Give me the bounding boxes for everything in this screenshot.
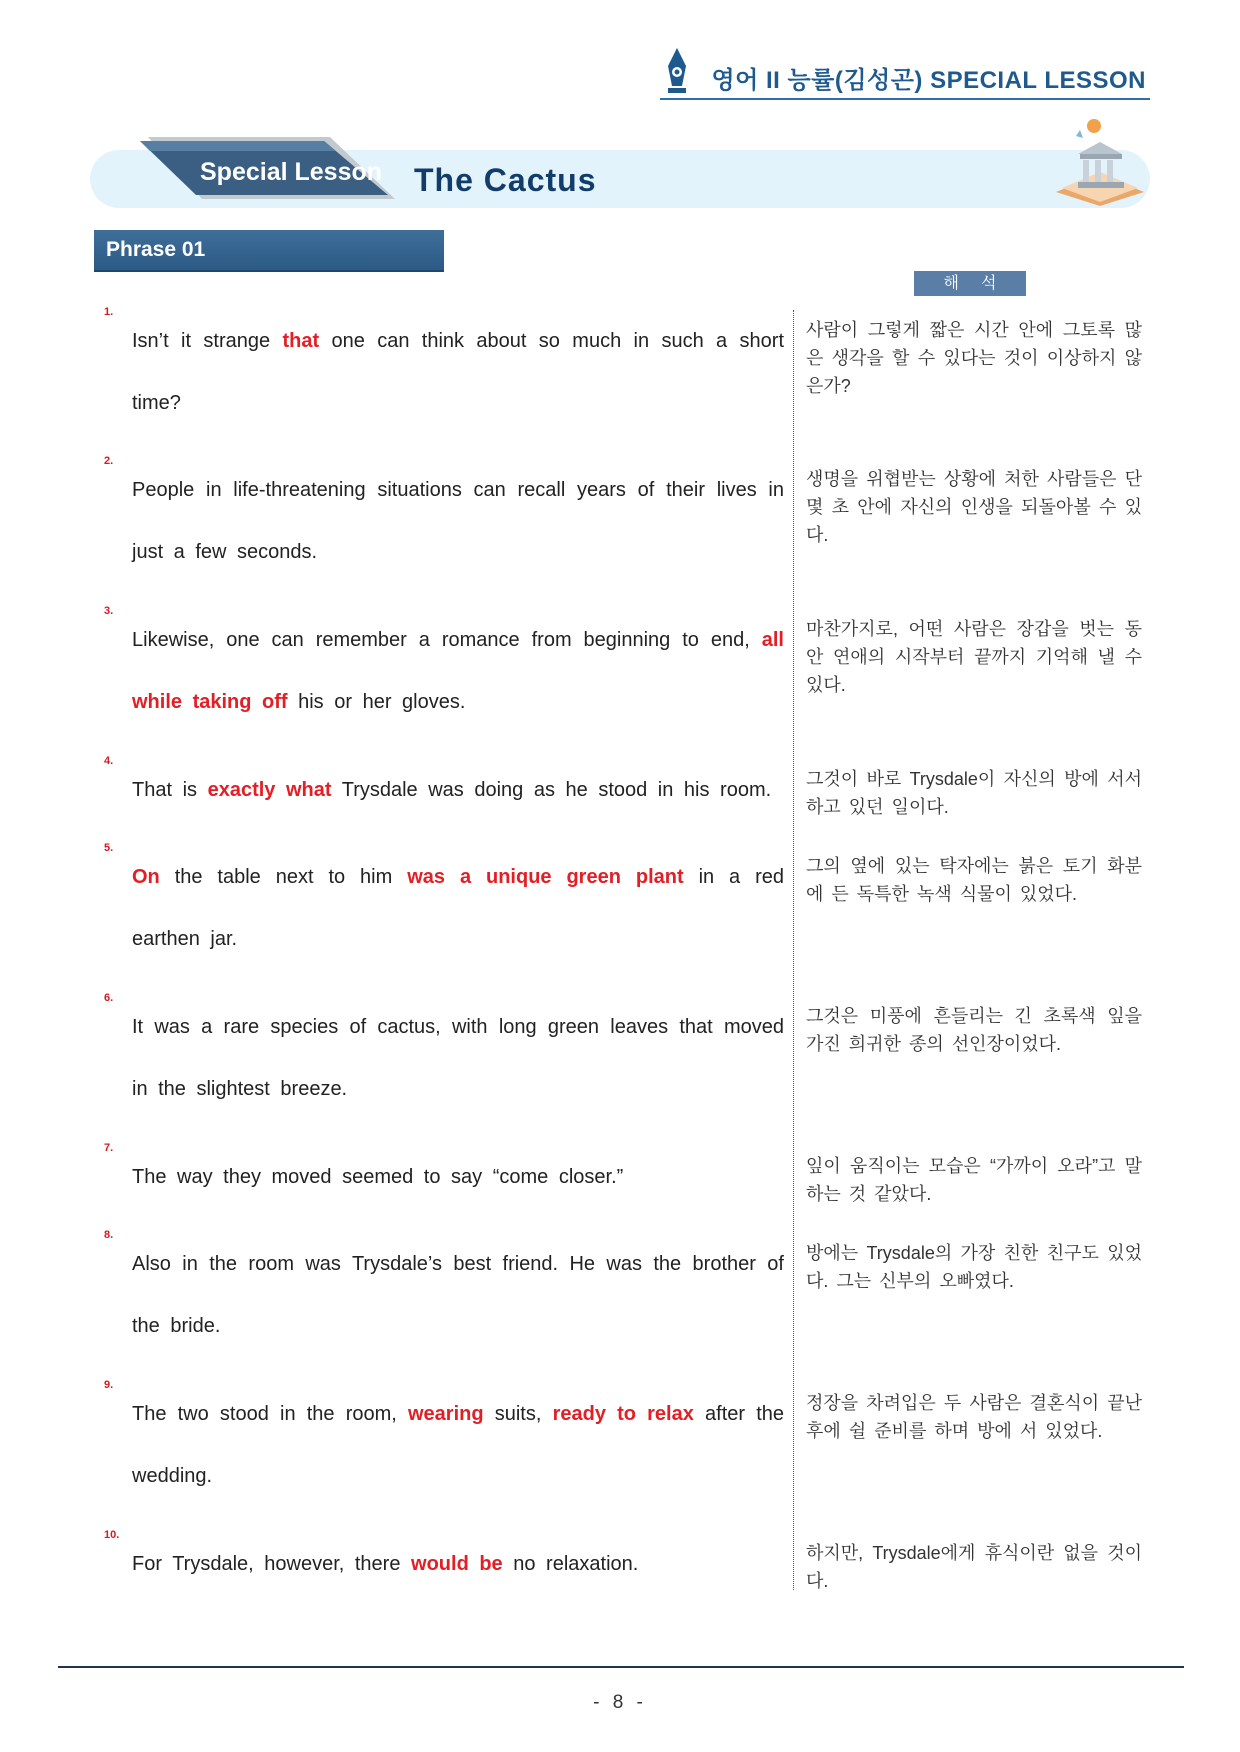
- sentence-english: [132, 609, 784, 733]
- sentence-translation-6: 그것은 미풍에 흔들리는 긴 초록색 잎을 가진 희귀한 종의 선인장이었다.: [806, 1006, 1142, 1054]
- header-title: 영어 II 능률(김성곤) SPECIAL LESSON: [711, 67, 1146, 94]
- highlighted-segment: that: [282, 330, 320, 352]
- sentence-english: [132, 459, 784, 583]
- sentence-english: [132, 1146, 784, 1208]
- sentence-translation-3: 마찬가지로, 어떤 사람은 장갑을 벗는 동안 연애의 시작부터 끝까지 기억해 낼 수 있다.: [806, 619, 1142, 695]
- sentence-translation-7: 잎이 움직이는 모습은 “가까이 오라”고 말하는 것 같았다.: [806, 1156, 1142, 1204]
- pen-nib-icon: [660, 46, 694, 96]
- text-segment: suits,: [483, 1403, 553, 1425]
- sentence-number: 8.: [104, 1229, 114, 1241]
- sentence-english: [132, 1233, 784, 1357]
- sentence-translation-4: 그것이 바로 Trysdale이 자신의 방에 서서 하고 있던 일이다.: [806, 769, 1142, 817]
- highlighted-segment: ready to relax: [552, 1403, 694, 1425]
- text-segment: Trysdale was doing as he stood in his room.: [331, 779, 772, 801]
- text-segment: the table next to him: [159, 866, 408, 888]
- sentence-number: 5.: [104, 842, 114, 854]
- text-segment: That is: [132, 779, 208, 801]
- text-segment: no relaxation.: [502, 1553, 639, 1575]
- text-segment: People in life-threatening situations can recall years of their lives in just a few seconds.: [132, 479, 784, 563]
- text-segment: one can think about so much in such a short time?: [132, 330, 784, 414]
- sentence-translation-9: 정장을 차려입은 두 사람은 결혼식이 끝난 후에 쉴 준비를 하며 방에 서 있었다.: [806, 1393, 1142, 1441]
- sentence-translation-1: 사람이 그렇게 짧은 시간 안에 그토록 많은 생각을 할 수 있다는 것이 이상하지 않은가?: [806, 320, 1142, 396]
- sentence-1: [104, 306, 784, 434]
- sentence-7: [104, 1142, 784, 1208]
- sentence-number: 9.: [104, 1379, 114, 1391]
- sentence-6: [104, 992, 784, 1120]
- sentence-number: 7.: [104, 1142, 114, 1154]
- highlighted-segment: would be: [411, 1553, 503, 1575]
- sentence-2: [104, 455, 784, 583]
- highlighted-segment: all while taking off: [132, 629, 784, 713]
- highlighted-segment: On: [132, 866, 160, 888]
- sentence-english: [132, 1533, 784, 1595]
- highlighted-segment: was a unique green plant: [407, 866, 684, 888]
- sentence-number: 1.: [104, 306, 114, 318]
- text-segment: The two stood in the room,: [132, 1403, 408, 1425]
- text-segment: in a red earthen jar.: [132, 866, 785, 950]
- sentence-english: [132, 996, 784, 1120]
- page-number: - 8 -: [593, 1692, 647, 1713]
- sentence-english: [132, 1383, 784, 1507]
- text-segment: Isn’t it strange: [132, 330, 283, 352]
- sentence-english: [132, 310, 784, 434]
- page-header: [660, 40, 1150, 102]
- text-segment: For Trysdale, however, there: [132, 1553, 412, 1575]
- sentence-10: [104, 1529, 784, 1595]
- sentence-3: [104, 605, 784, 733]
- text-segment: Also in the room was Trysdale’s best friend. He was the brother of the bride.: [132, 1253, 784, 1337]
- phrase-label: Phrase 01: [106, 238, 206, 261]
- translation-badge: 해석: [914, 271, 1026, 296]
- highlighted-segment: exactly what: [207, 779, 332, 801]
- sentence-4: [104, 755, 784, 821]
- sentence-number: 6.: [104, 992, 114, 1004]
- sentence-translation-8: 방에는 Trysdale의 가장 친한 친구도 있었다. 그는 신부의 오빠였다.: [806, 1243, 1142, 1291]
- text-segment: his or her gloves.: [287, 691, 466, 713]
- lesson-title: The Cactus: [414, 162, 597, 198]
- text-segment: The way they moved seemed to say “come closer.”: [132, 1166, 624, 1188]
- footer-divider: [58, 1666, 1184, 1668]
- sentence-number: 2.: [104, 455, 114, 467]
- sentence-5: [104, 842, 785, 970]
- highlighted-segment: wearing: [407, 1403, 484, 1425]
- sentence-translation-10: 하지만, Trysdale에게 휴식이란 없을 것이다.: [806, 1543, 1142, 1591]
- sentence-translation-2: 생명을 위협받는 상황에 처한 사람들은 단 몇 초 안에 자신의 인생을 되돌아볼 수 있다.: [806, 469, 1142, 545]
- header-divider: [660, 98, 1150, 100]
- lesson-tab-label: Special Lesson: [200, 158, 383, 186]
- sentence-english: [132, 759, 784, 821]
- sentence-english: [132, 846, 784, 970]
- phrase-section-bar: [94, 230, 444, 272]
- sentence-9: [104, 1379, 785, 1507]
- text-segment: It was a rare species of cactus, with long green leaves that moved in the slightest breeze.: [132, 1016, 784, 1100]
- column-divider: [793, 310, 794, 1590]
- sentence-number: 10.: [104, 1529, 120, 1541]
- sentence-number: 3.: [104, 605, 114, 617]
- text-segment: Likewise, one can remember a romance from beginning to end,: [132, 629, 762, 651]
- sentence-8: [104, 1229, 784, 1357]
- classical-building-icon: [1050, 114, 1150, 210]
- text-segment: after the wedding.: [132, 1403, 785, 1487]
- sentence-translation-5: 그의 옆에 있는 탁자에는 붉은 토기 화분에 든 독특한 녹색 식물이 있었다.: [806, 856, 1142, 904]
- sentence-number: 4.: [104, 755, 114, 767]
